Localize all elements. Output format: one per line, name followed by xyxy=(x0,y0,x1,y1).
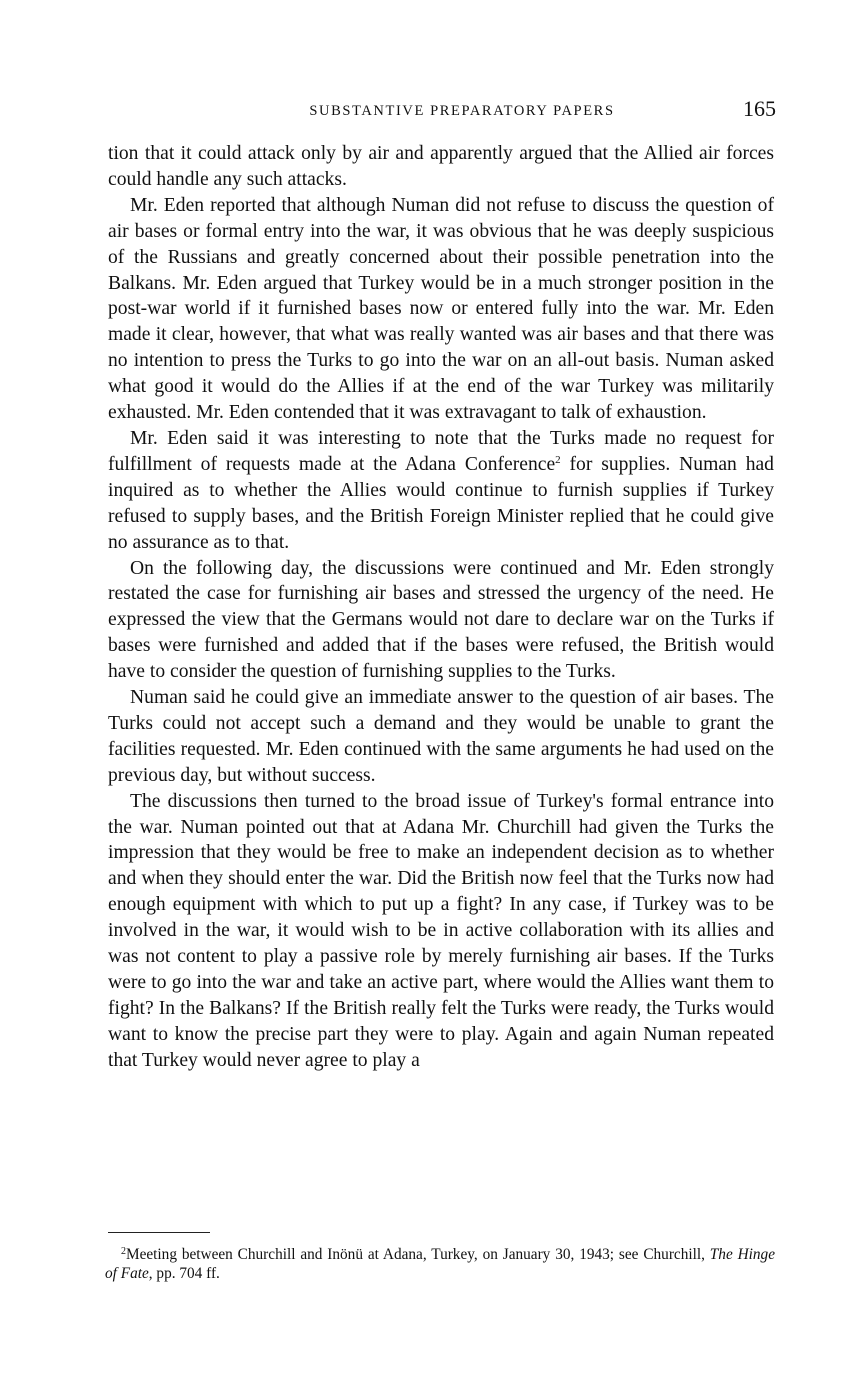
page-number: 165 xyxy=(743,96,776,121)
paragraph-6: The discussions then turned to the broad issue of Turkey's formal entrance into the war. Numan pointed out that at Adana Mr. Churchill had given the Turks the impression that they would be free to make an independent decision as to whether and when they should enter the war. Did the British now feel that the Turks now had enough equipment with which to put up a fight? In any case, if Turkey was to be involved in the war, it would wish to be in active collaboration with its allies and was not content to play a passive role by merely furnishing air bases. If the Turks were to go into the war and take an active part, where would the Allies want them to fight? In the Balkans? If the British really felt the Turks were ready, the Turks would want to know the precise part they were to play. Again and again Numan repeated that Turkey would never agree to play a xyxy=(108,790,774,1071)
footnote-reference: 2 xyxy=(555,453,561,466)
paragraph-5: Numan said he could give an immediate answer to the question of air bases. The Turks could not accept such a demand and they would be unable to grant the facilities requested. Mr. Eden continued with the same arguments he had used on the previous day, but without success. xyxy=(108,687,774,786)
footnote xyxy=(105,1245,775,1283)
footnote-book-title: The Hinge of Fate xyxy=(105,1246,775,1282)
footnote-marker: 2 xyxy=(121,1246,126,1257)
paragraph-2: Mr. Eden reported that although Numan did not refuse to discuss the question of air bases or formal entry into the war, it was obvious that he was deeply suspicious of the Russians and greatly concerned about their possible penetration into the Balkans. Mr. Eden argued that Turkey would be in a much stronger position in the post-war world if it furnished bases now or entered fully into the war. Mr. Eden made it clear, however, that what was really wanted was air bases and that there was no intention to press the Turks to go into the war on an all-out basis. Numan asked what good it would do the Allies if at the end of the war Turkey was militarily exhausted. Mr. Eden contended that it was extravagant to talk of exhaustion. xyxy=(108,194,774,424)
paragraph-3-text-before: Mr. Eden said it was interesting to note that the Turks made no request for fulfillment of requests made at the Adana Conference xyxy=(108,427,774,475)
paragraph-3-text-after: for supplies. Numan had inquired as to whether the Allies would continue to furnish supplies if Turkey refused to supply bases, and the British Foreign Minister replied that he could give no assurance as to that. xyxy=(108,453,774,553)
page-header xyxy=(108,96,776,128)
paragraph-1: tion that it could attack only by air and apparently argued that the Allied air forces could handle any such attacks. xyxy=(108,143,774,190)
body-text xyxy=(108,141,774,1074)
footnote-text-before: Meeting between Churchill and Inönü at Adana, Turkey, on January 30, 1943; see Churchill, xyxy=(126,1246,710,1263)
footnote-divider xyxy=(108,1232,210,1233)
running-head: SUBSTANTIVE PREPARATORY PAPERS xyxy=(309,103,615,119)
paragraph-4: On the following day, the discussions were continued and Mr. Eden strongly restated the case for furnishing air bases and stressed the urgency of the need. He expressed the view that the Germans would not dare to declare war on the Turks if bases were furnished and added that if the bases were refused, the British would have to consider the question of furnishing supplies to the Turks. xyxy=(108,557,774,683)
footnote-text-after: , pp. 704 ff. xyxy=(148,1265,220,1282)
paragraph-3 xyxy=(108,426,774,556)
